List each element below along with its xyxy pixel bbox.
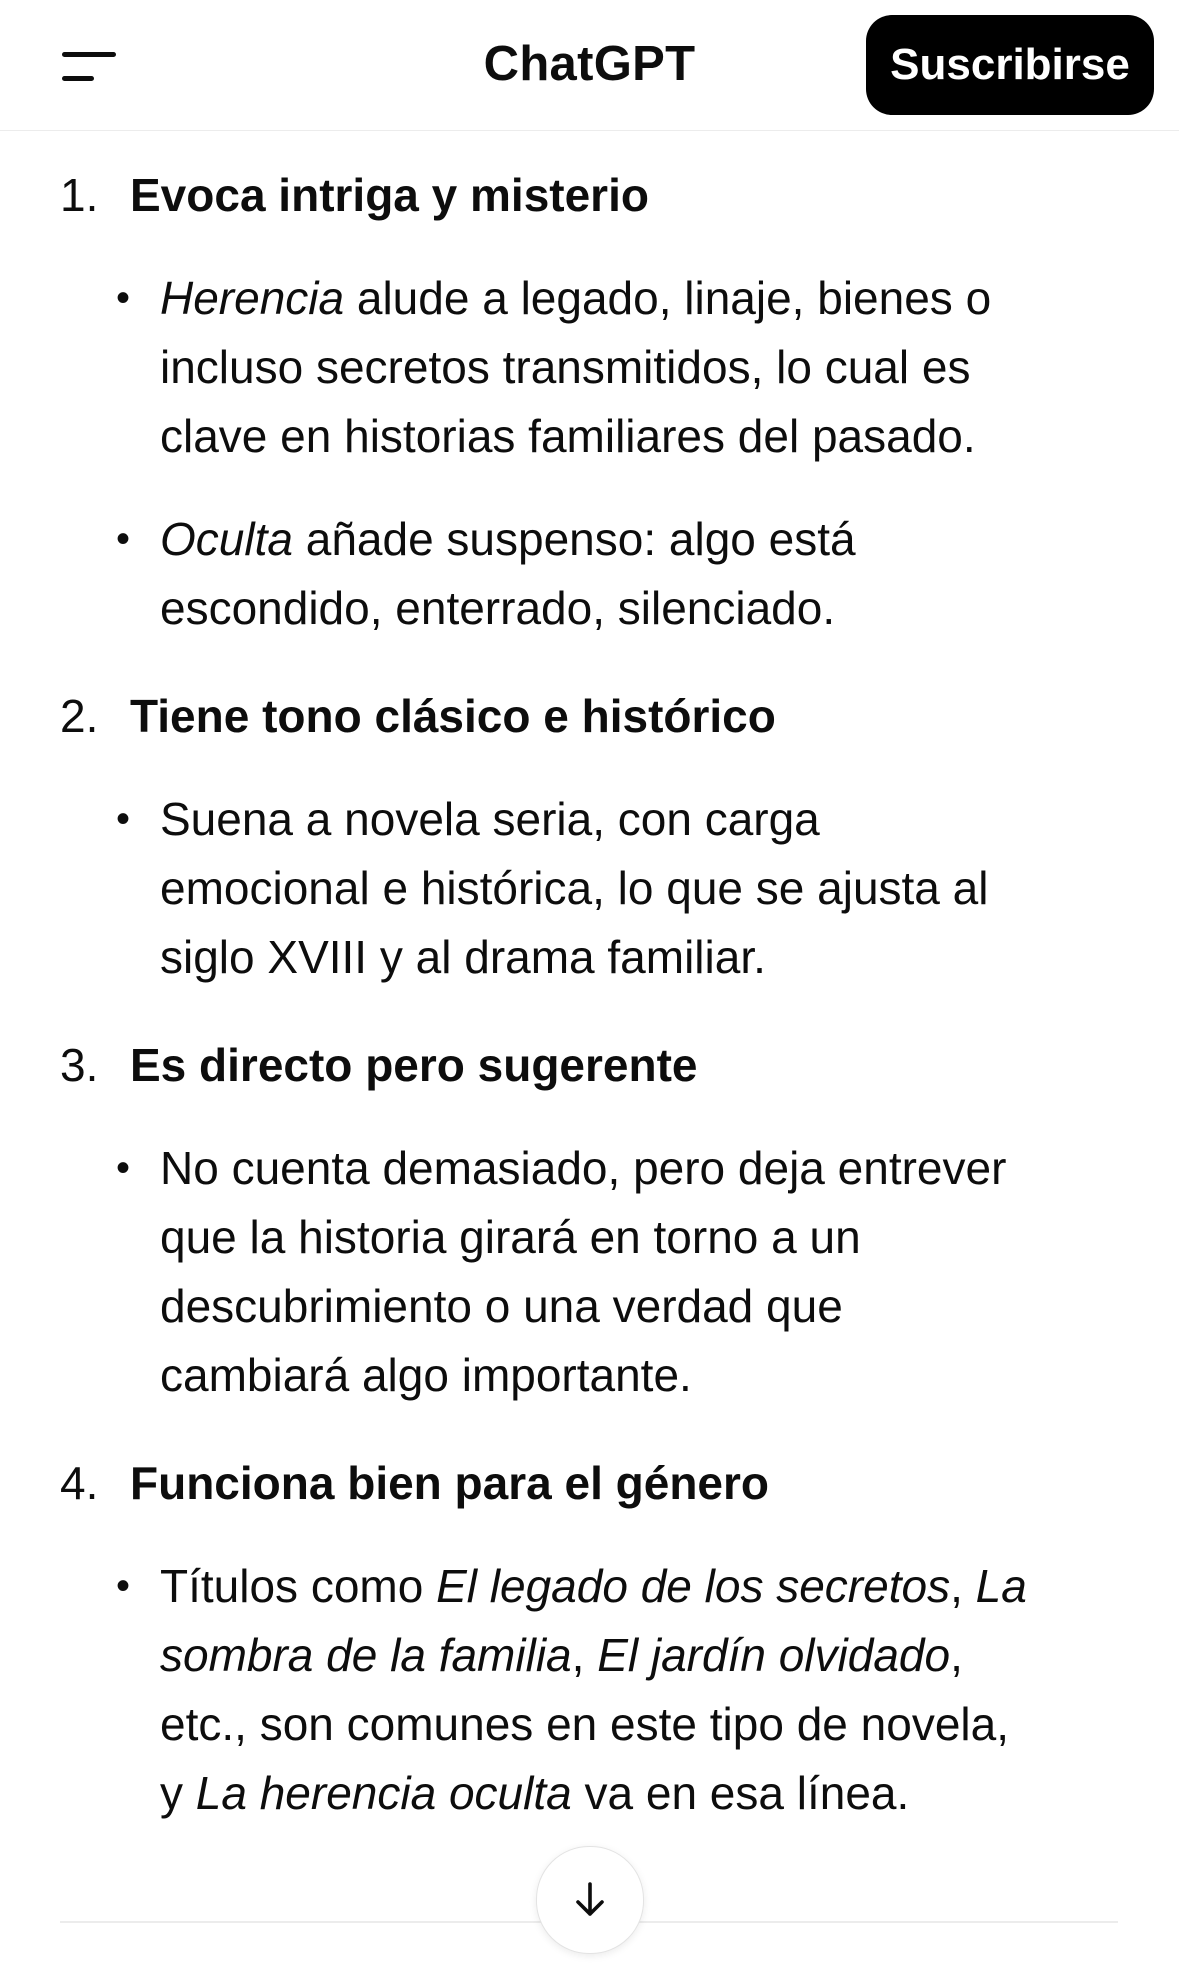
- list-item-heading: [60, 160, 1179, 230]
- bullet-line: y La herencia oculta va en esa línea.: [160, 1767, 910, 1819]
- bullet-dot: •: [116, 276, 131, 320]
- list-heading-text: Funciona bien para el género: [130, 1457, 770, 1509]
- bullet-line: Suena a novela seria, con carga: [160, 793, 820, 845]
- bullet-dot: •: [116, 517, 131, 561]
- list-item: [60, 1448, 1179, 1828]
- chat-message: [0, 160, 1179, 1828]
- bullet-item: [60, 1134, 1160, 1410]
- list-item-heading: [60, 681, 1179, 751]
- list-item: [60, 681, 1179, 992]
- bullet-line: Títulos como El legado de los secretos, La: [160, 1560, 1027, 1612]
- bullet-line: incluso secretos transmitidos, lo cual es: [160, 341, 971, 393]
- bullet-dot: •: [116, 1564, 131, 1608]
- bullet-line: sombra de la familia, El jardín olvidado,: [160, 1629, 963, 1681]
- bullet-line: clave en historias familiares del pasado.: [160, 410, 976, 462]
- app-title: ChatGPT: [483, 37, 696, 91]
- bullet-line: cambiará algo importante.: [160, 1349, 692, 1401]
- list-heading-text: Es directo pero sugerente: [130, 1039, 698, 1091]
- scroll-to-bottom-button[interactable]: [536, 1846, 644, 1954]
- list-item: [60, 1030, 1179, 1410]
- list-number: 3.: [60, 1039, 99, 1091]
- list-number: 1.: [60, 169, 99, 221]
- bullet-dot: •: [116, 1146, 131, 1190]
- list-item: [60, 160, 1179, 643]
- list-item-heading: [60, 1448, 1179, 1518]
- bullet-dot: •: [116, 797, 131, 841]
- bullet-line: descubrimiento o una verdad que: [160, 1280, 843, 1332]
- list-heading-text: Tiene tono clásico e histórico: [130, 690, 776, 742]
- bullet-item: [60, 264, 1160, 471]
- bullet-line: etc., son comunes en este tipo de novela,: [160, 1698, 1009, 1750]
- subscribe-button[interactable]: Suscribirse: [866, 15, 1154, 115]
- list-number: 2.: [60, 690, 99, 742]
- bullet-item: [60, 505, 1160, 643]
- bullet-line: Herencia alude a legado, linaje, bienes o: [160, 272, 992, 324]
- bullet-line: emocional e histórica, lo que se ajusta al: [160, 862, 989, 914]
- list-number: 4.: [60, 1457, 99, 1509]
- list-heading-text: Evoca intriga y misterio: [130, 169, 649, 221]
- list-item-heading: [60, 1030, 1179, 1100]
- bullet-item: [60, 1552, 1160, 1828]
- bullet-line: No cuenta demasiado, pero deja entrever: [160, 1142, 1007, 1194]
- bullet-item: [60, 785, 1160, 992]
- top-bar: [0, 0, 1179, 131]
- arrow-down-icon: [570, 1880, 610, 1920]
- bullet-line: que la historia girará en torno a un: [160, 1211, 861, 1263]
- bullet-line: escondido, enterrado, silenciado.: [160, 582, 836, 634]
- bullet-line: siglo XVIII y al drama familiar.: [160, 931, 766, 983]
- bullet-line: Oculta añade suspenso: algo está: [160, 513, 856, 565]
